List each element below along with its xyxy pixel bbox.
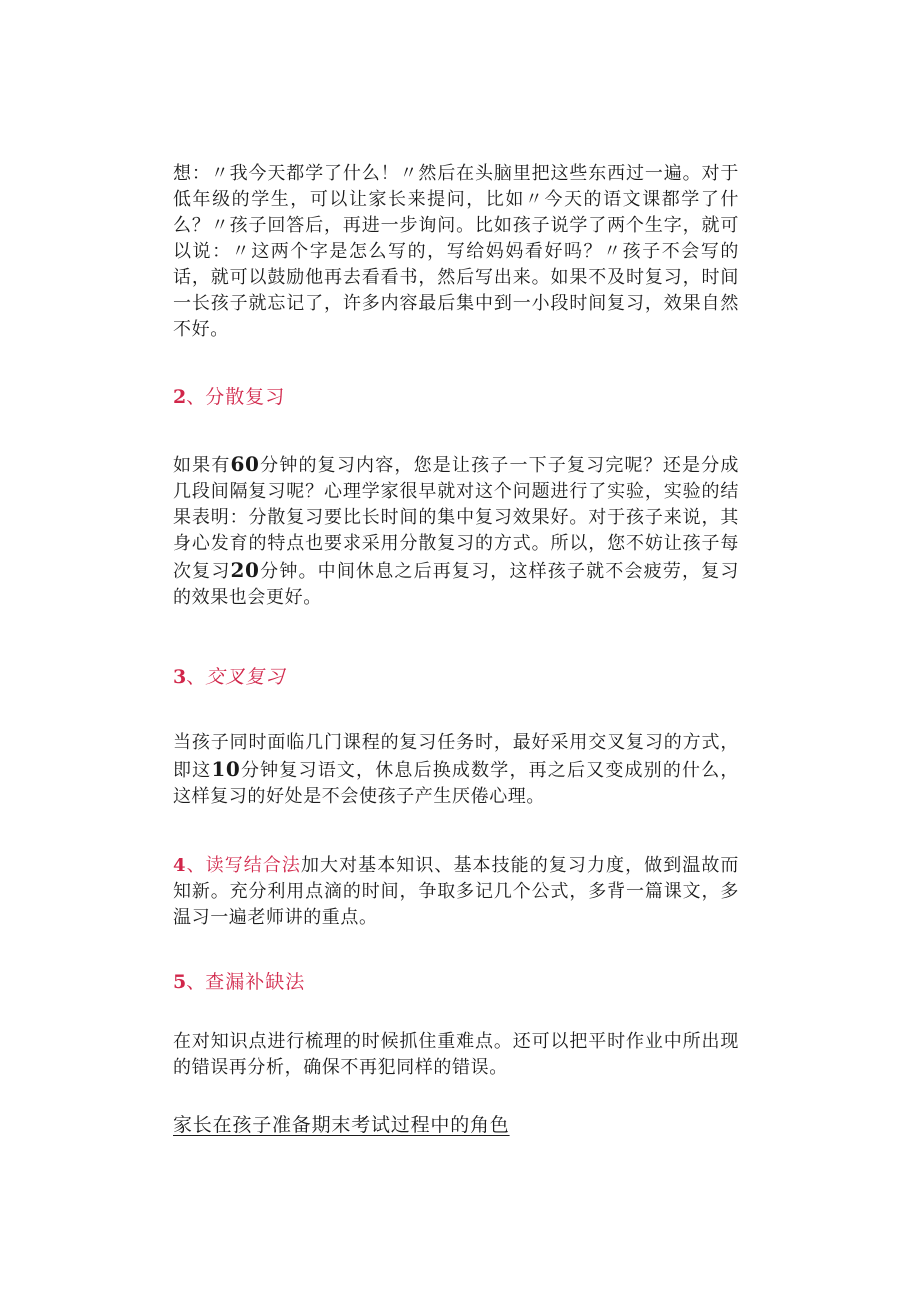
paragraph-read-write-method xyxy=(173,853,739,931)
heading-fill-gaps xyxy=(173,969,305,995)
heading-number: 5 xyxy=(173,971,187,993)
heading-number: 4 xyxy=(173,855,187,876)
paragraph-cross-review xyxy=(173,730,739,810)
text-segment: 分钟。中间休息之后再复习，这样孩子就不会疲劳，复习的效果也会更好。 xyxy=(173,561,739,608)
heading-text: 分散复习 xyxy=(205,386,286,408)
heading-separator: 、 xyxy=(186,386,206,408)
heading-separator: 、 xyxy=(186,971,206,993)
heading-separator: 、 xyxy=(186,666,206,688)
section-title-parent-role: 家长在孩子准备期末考试过程中的角色 xyxy=(173,1114,510,1136)
paragraph-review-daily: 想：〃我今天都学了什么！〃然后在头脑里把这些东西过一遍。对于低年级的学生，可以让家长来提问，比如〃今天的语文课都学了什么？〃孩子回答后，再进一步询问。比如孩子说学了两个生字，就可以说：〃这两个字是怎么写的，写给妈妈看好吗？〃孩子不会写的话，就可以鼓励他再去看看书，然后写出来。如果不及时复习，时间一长孩子就忘记了，许多内容最后集中到一小段时间复习，效果自然不好。 xyxy=(173,163,739,340)
paragraph-fill-gaps: 在对知识点进行梳理的时候抓住重难点。还可以把平时作业中所出现的错误再分析，确保不再犯同样的错误。 xyxy=(173,1031,739,1078)
heading-text: 查漏补缺法 xyxy=(205,971,306,993)
heading-text: 读写结合法 xyxy=(205,855,301,876)
paragraph-distributed-review xyxy=(173,451,739,611)
number-20: 20 xyxy=(230,558,260,582)
text-segment: 分钟复习语文，休息后换成数学，再之后又变成别的什么，这样复习的好处是不会使孩子产生厌倦心理。 xyxy=(173,760,739,807)
heading-distributed-review xyxy=(173,384,285,410)
heading-cross-review xyxy=(173,664,285,690)
text-segment: 如果有 xyxy=(173,455,231,476)
heading-text: 交叉复习 xyxy=(205,666,286,688)
heading-number: 2 xyxy=(173,386,187,408)
number-10: 10 xyxy=(211,757,241,781)
heading-separator: 、 xyxy=(186,855,206,876)
text-segment: 加大对基本知识、基本技能的复习力度，做到温故而知新。充分利用点滴的时间，争取多记几个公式，多背一篇课文，多温习一遍老师讲的重点。 xyxy=(173,855,739,928)
text-segment: 分钟的复习内容，您是让孩子一下子复习完呢？还是分成几段间隔复习呢？心理学家很早就对这个问题进行了实验，实验的结果表明：分散复习要比长时间的集中复习效果好。对于孩子来说，其身心发育的特点也要求采用分散复习的方式。所以，您不妨让孩子每次复习 xyxy=(173,455,739,582)
heading-number: 3 xyxy=(173,666,187,688)
number-60: 60 xyxy=(230,452,260,476)
text-segment: 当孩子同时面临几门课程的复习任务时，最好采用交叉复习的方式，即这 xyxy=(173,732,739,781)
